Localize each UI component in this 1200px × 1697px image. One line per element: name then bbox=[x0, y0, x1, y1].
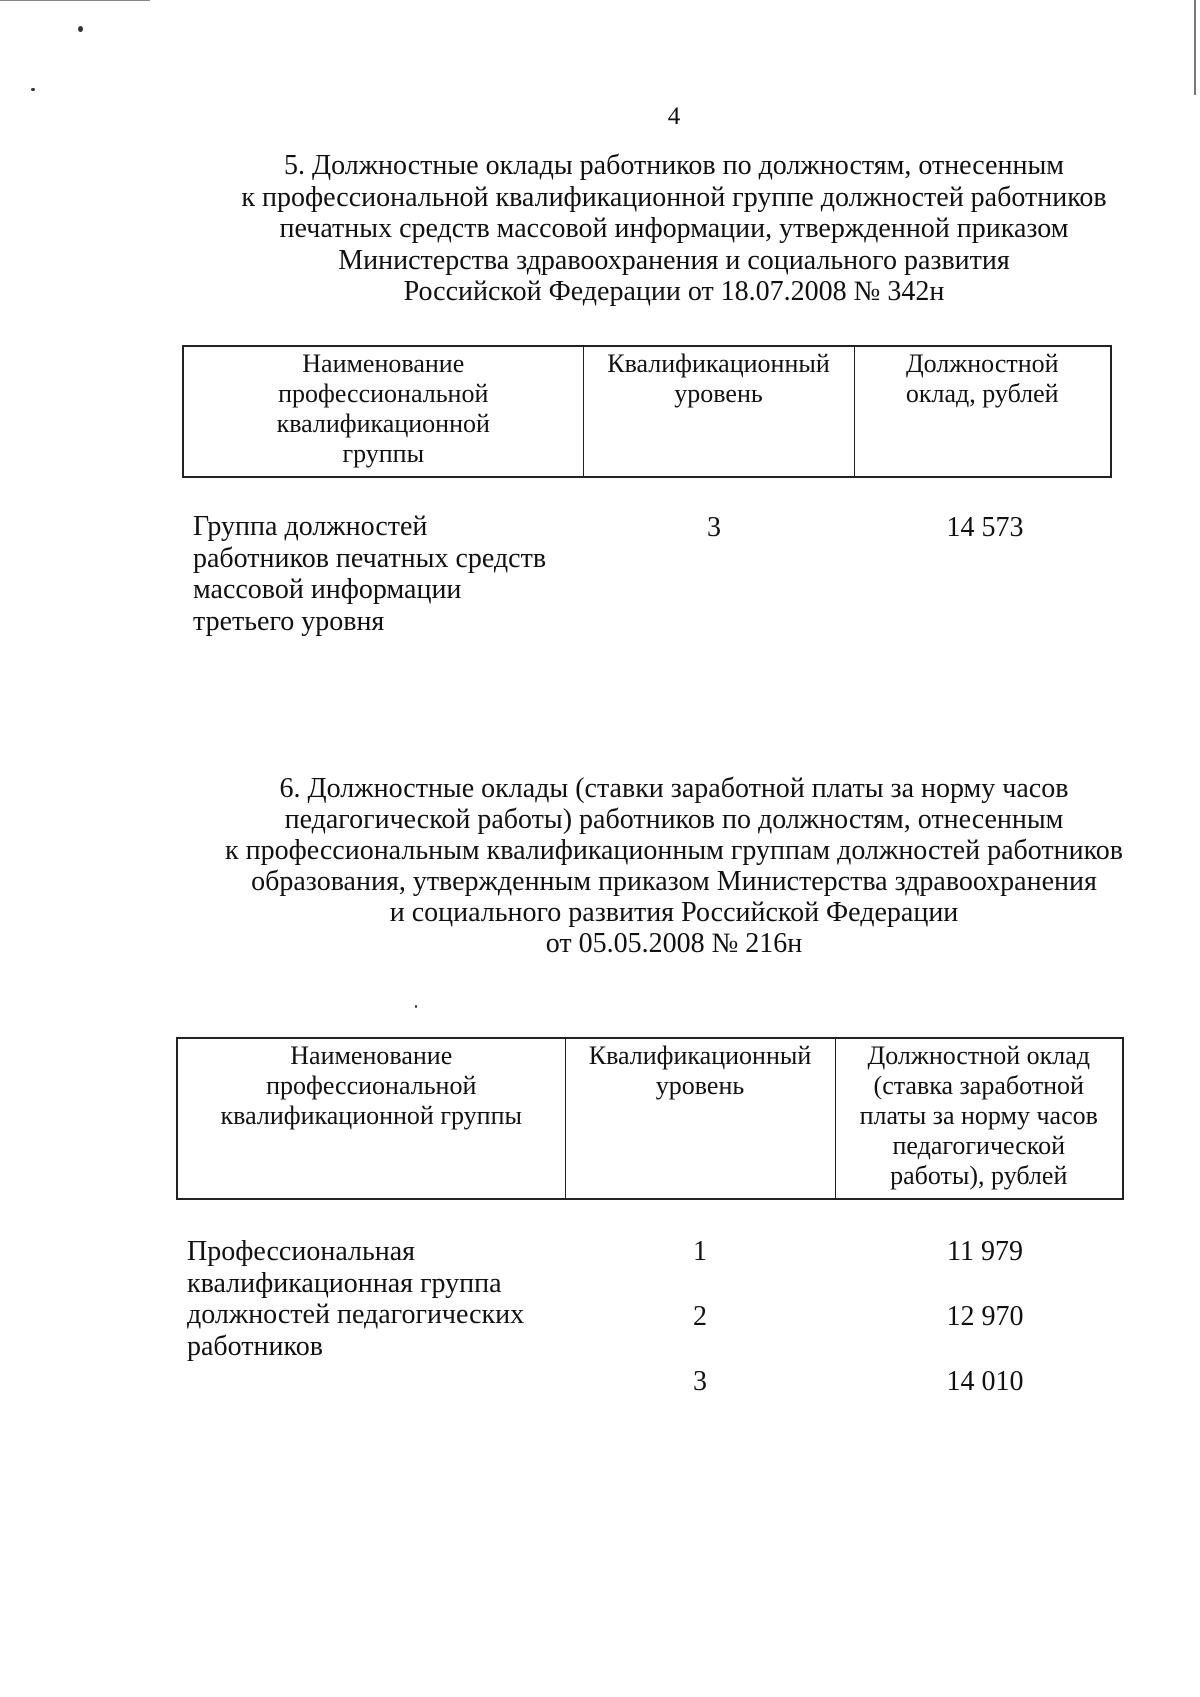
title-line: образования, утвержденным приказом Министерства здравоохранения bbox=[251, 866, 1097, 897]
group-line: третьего уровня bbox=[193, 605, 385, 637]
header-line: Наименование bbox=[302, 349, 465, 378]
header-line: платы за норму часов bbox=[859, 1101, 1098, 1130]
qualification-level: 3 bbox=[693, 1366, 707, 1397]
group-line: квалификационная группа bbox=[187, 1267, 502, 1299]
salary-value: 12 970 bbox=[946, 1301, 1024, 1332]
title-line: к профессиональной квалификационной группе должностей работников bbox=[241, 181, 1107, 213]
section-5-title bbox=[0, 150, 1200, 308]
group-line: Группа должностей bbox=[193, 511, 428, 542]
title-line: и социального развития Российской Федерации bbox=[389, 897, 959, 928]
title-line: от 05.05.2008 № 216н bbox=[545, 928, 803, 959]
header-line: уровень bbox=[655, 1071, 745, 1100]
group-line: должностей педагогических bbox=[187, 1299, 525, 1330]
header-line: группы bbox=[342, 439, 425, 468]
header-line: квалификационной группы bbox=[220, 1101, 522, 1130]
group-line: массовой информации bbox=[193, 574, 462, 605]
title-line: педагогической работы) работников по должностям, отнесенным bbox=[284, 804, 1064, 835]
title-line: 6. Должностные оклады (ставки заработной платы за норму часов bbox=[279, 773, 1069, 804]
header-line: Должностной оклад bbox=[867, 1041, 1090, 1070]
header-qualification-level bbox=[565, 1038, 835, 1199]
section-5-header-table bbox=[182, 345, 1112, 478]
header-line: Квалификационный bbox=[588, 1041, 812, 1070]
group-line: работников печатных средств bbox=[193, 542, 547, 574]
scan-edge-top bbox=[0, 0, 150, 1]
salary-value: 11 979 bbox=[947, 1236, 1023, 1267]
header-line: квалификационной bbox=[276, 409, 490, 438]
group-line: работников bbox=[187, 1330, 323, 1362]
section-6-header-table bbox=[176, 1037, 1124, 1200]
header-qualification-level bbox=[583, 346, 854, 477]
salary-value: 14 573 bbox=[946, 512, 1024, 543]
header-line: Наименование bbox=[290, 1041, 453, 1070]
header-line: работы), рублей bbox=[890, 1161, 1068, 1190]
header-line: оклад, рублей bbox=[905, 379, 1059, 408]
title-line: к профессиональным квалификационным группам должностей работников bbox=[225, 835, 1123, 866]
group-name bbox=[187, 1236, 524, 1362]
header-line: Должностной bbox=[905, 349, 1059, 378]
title-line: печатных средств массовой информации, утвержденной приказом bbox=[279, 213, 1069, 244]
header-salary bbox=[854, 346, 1111, 477]
header-line: педагогической bbox=[892, 1131, 1065, 1160]
section-6-title bbox=[0, 773, 1200, 959]
header-line: (ставка заработной bbox=[873, 1071, 1084, 1100]
page-number: 4 bbox=[667, 103, 681, 130]
qualification-level: 1 bbox=[693, 1236, 707, 1267]
header-line: уровень bbox=[674, 379, 763, 408]
header-salary bbox=[835, 1038, 1123, 1199]
scan-speck bbox=[78, 26, 83, 32]
title-line: Российской Федерации от 18.07.2008 № 342н bbox=[403, 276, 945, 307]
group-name bbox=[193, 511, 546, 637]
title-line: Министерства здравоохранения и социального развития bbox=[338, 244, 1010, 276]
header-line: профессиональной bbox=[266, 1071, 477, 1100]
scan-speck bbox=[31, 88, 35, 91]
header-line: Квалификационный bbox=[607, 349, 830, 378]
qualification-level: 2 bbox=[693, 1301, 707, 1332]
group-line: Профессиональная bbox=[187, 1236, 416, 1267]
qualification-level: 3 bbox=[707, 512, 721, 543]
title-line: 5. Должностные оклады работников по должностям, отнесенным bbox=[283, 150, 1065, 181]
scan-edge-right bbox=[1194, 0, 1196, 95]
header-group-name bbox=[177, 1038, 565, 1199]
scan-speck bbox=[415, 1005, 417, 1008]
salary-value: 14 010 bbox=[946, 1366, 1024, 1397]
header-group-name bbox=[183, 346, 583, 477]
header-line: профессиональной bbox=[278, 379, 489, 408]
